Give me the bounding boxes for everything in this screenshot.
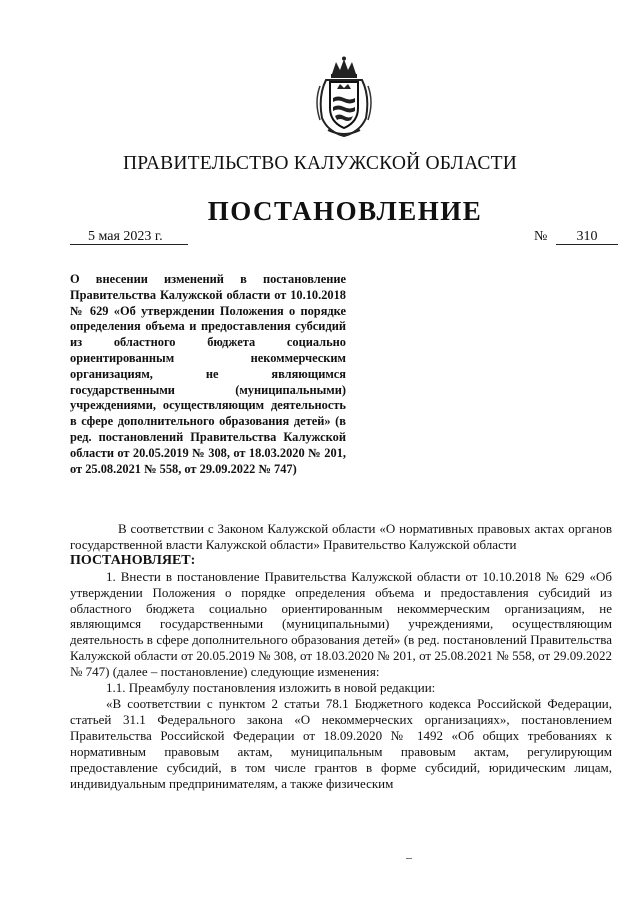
decree-word: ПОСТАНОВЛЯЕТ: [70, 552, 196, 568]
item-1-1-paragraph: 1.1. Преамбулу постановления изложить в новой редакции: [106, 680, 436, 696]
coat-of-arms-icon [314, 56, 374, 138]
document-number: 310 [556, 230, 618, 245]
government-title: ПРАВИТЕЛЬСТВО КАЛУЖСКОЙ ОБЛАСТИ [123, 153, 517, 174]
number-sign: № [534, 229, 548, 244]
item-1-paragraph: 1. Внести в постановление Правительства Калужской области от 10.10.2018 № 629 «Об утверждении Положения о порядке определения объема и предоставления субсидий из областного бюджета социально ориентированным некоммерческим организациям, не являющимся государственными (муниципальными) учреждениями, осуществляющим деятельность в сфере дополнительного образования детей» (в ред. постановлений Правительства Калужской области от 20.05.2019 № 308, от 18.03.2020 № 201, от 25.08.2021 № 558, от 29.09.2022 № 747) (далее – постановление) следующие изменения: [70, 568, 612, 680]
scan-mark [406, 858, 412, 859]
quote-paragraph: «В соответствии с пунктом 2 статьи 78.1 Бюджетного кодекса Российской Федерации, статьей 31.1 Федерального закона «О некоммерческих организациях», постановлением Правительства Российской Федерации от 18.09.2020 № 1492 «Об общих требованиях к нормативным правовым актам, муниципальным правовым актам, регулирующим предоставление субсидий, в том числе грантов в форме субсидий, юридическим лицам, индивидуальным предпринимателям, а также физическим [70, 695, 612, 791]
document-subject: О внесении изменений в постановление Правительства Калужской области от 10.10.2018 № 629 «Об утверждении Положения о порядке определения объема и предоставления субсидий из областного бюджета социально ориентированным некоммерческим организациям, не являющимся государственными (муниципальными) учреждениями, осуществляющим деятельность в сфере дополнительного образования детей» (в ред. постановлений Правительства Калужской области от 20.05.2019 № 308, от 18.03.2020 № 201, от 25.08.2021 № 558, от 29.09.2022 № 747) [70, 272, 346, 476]
document-type-title: ПОСТАНОВЛЕНИЕ [207, 196, 483, 226]
document-date: 5 мая 2023 г. [70, 230, 188, 245]
document-body [70, 521, 612, 791]
intro-paragraph: В соответствии с Законом Калужской области «О нормативных правовых актах органов государственной власти Калужской области» Правительство Калужской области [70, 521, 612, 552]
